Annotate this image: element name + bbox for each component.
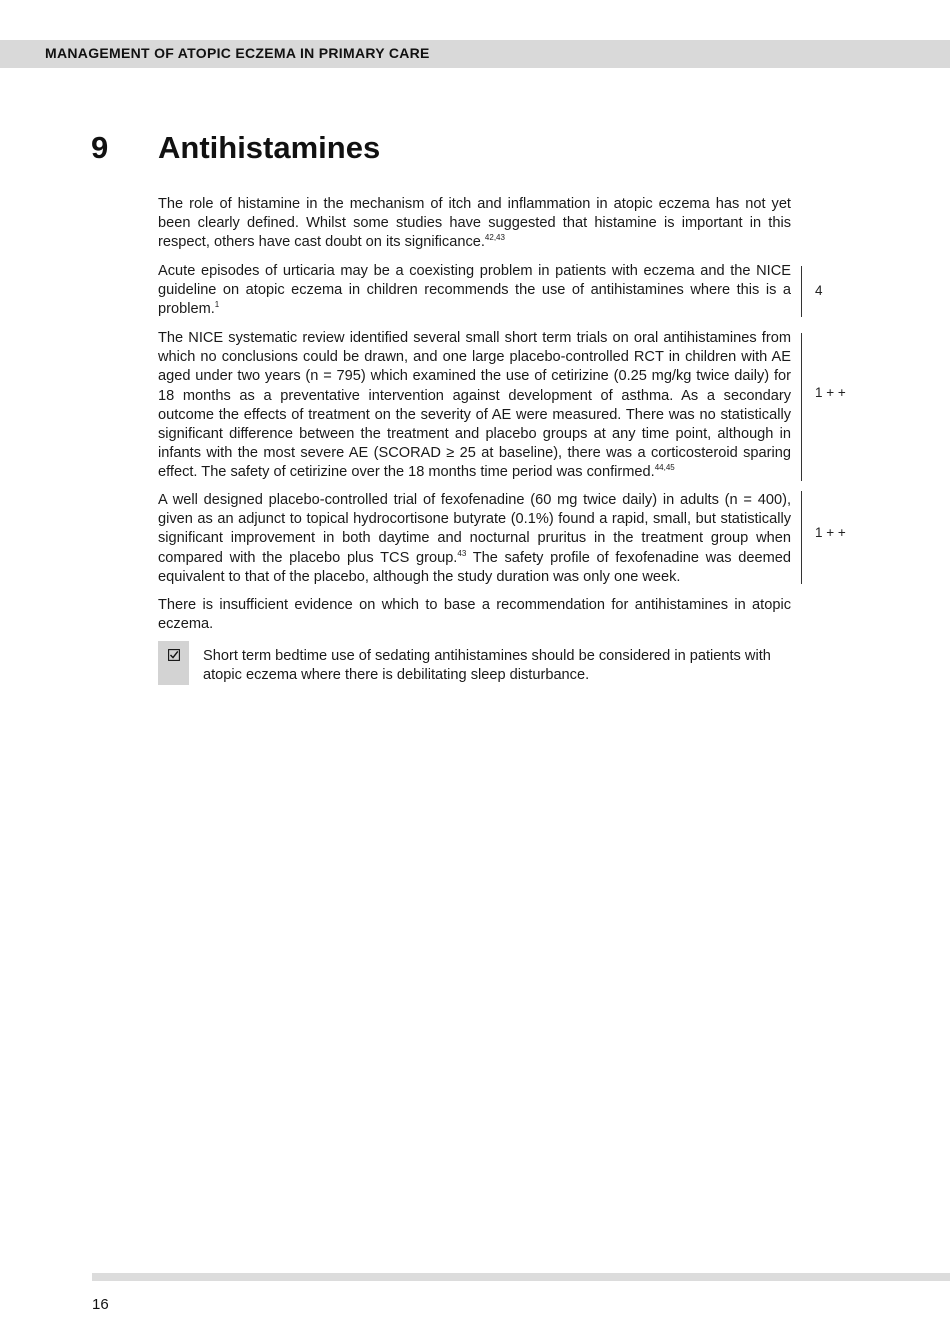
checkbox-icon (168, 649, 180, 661)
footer-divider (92, 1273, 950, 1281)
paragraph-urticaria: Acute episodes of urticaria may be a coexisting problem in patients with eczema and the NICE guideline on atopic eczema in children recommends the use of antihistamines where this is a problem.$^1$ (158, 263, 791, 318)
chapter-title: Antihistamines (158, 130, 381, 165)
reference-citation: 43 (457, 548, 467, 558)
chapter-number: 9 (91, 130, 109, 165)
evidence-bar (801, 491, 802, 584)
evidence-level: 1 + + (815, 385, 846, 400)
evidence-level: 1 + + (815, 525, 846, 540)
paragraph-histamine-role: The role of histamine in the mechanism of itch and inflammation in atopic eczema has not yet been clearly defined. Whilst some studies have suggested that histamine is important in this respect, others have cast doubt on its significance.$^{42,43}$ (158, 196, 791, 251)
reference-citation: 1 (214, 300, 220, 310)
page-number: 16 (92, 1296, 109, 1313)
reference-citation: 44,45 (654, 463, 675, 473)
paragraph-nice-review: The NICE systematic review identified several small short term trials on oral antihistamines from which no conclusions could be drawn, and one large placebo-controlled RCT in children with AE aged under two years (n = 795) which examined the use of cetirizine (0.25 mg/kg twice daily) for 18 months as a preventative intervention against development of asthma. As a secondary outcome the effects of treatment on the severity of AE were measured. There was no statistically significant difference between the treatment and placebo groups at any time point, although in infants with the most severe AE (SCORAD ≥ 25 at baseline), there was a corticosteroid sparing effect. The safety of cetirizine over the 18 months time period was confirmed.$^{44,45}$ (158, 330, 791, 481)
reference-citation: 42,43 (484, 233, 505, 243)
running-header (0, 40, 950, 68)
good-practice-point-box (158, 641, 189, 685)
evidence-level: 4 (815, 283, 823, 298)
evidence-bar (801, 333, 802, 481)
running-header-title: MANAGEMENT OF ATOPIC ECZEMA IN PRIMARY CARE (45, 45, 430, 61)
recommendation-text: Short term bedtime use of sedating antihistamines should be considered in patients with atopic eczema where there is debilitating sleep disturbance. (203, 648, 771, 684)
paragraph-fexofenadine-trial: A well designed placebo-controlled trial of fexofenadine (60 mg twice daily) in adults (n = 400), given as an adjunct to topical hydrocortisone butyrate (0.1%) found a rapid, small, but statistically significant improvement in both daytime and nocturnal pruritus in the treatment group when compared with the placebo plus TCS group.$^{43}$ The safety profile of fexofenadine was deemed equivalent to that of the placebo, although the study duration was only one week. (158, 492, 791, 585)
evidence-bar (801, 266, 802, 317)
paragraph-insufficient-evidence: There is insufficient evidence on which to base a recommendation for antihistamines in atopic eczema. (158, 597, 791, 633)
